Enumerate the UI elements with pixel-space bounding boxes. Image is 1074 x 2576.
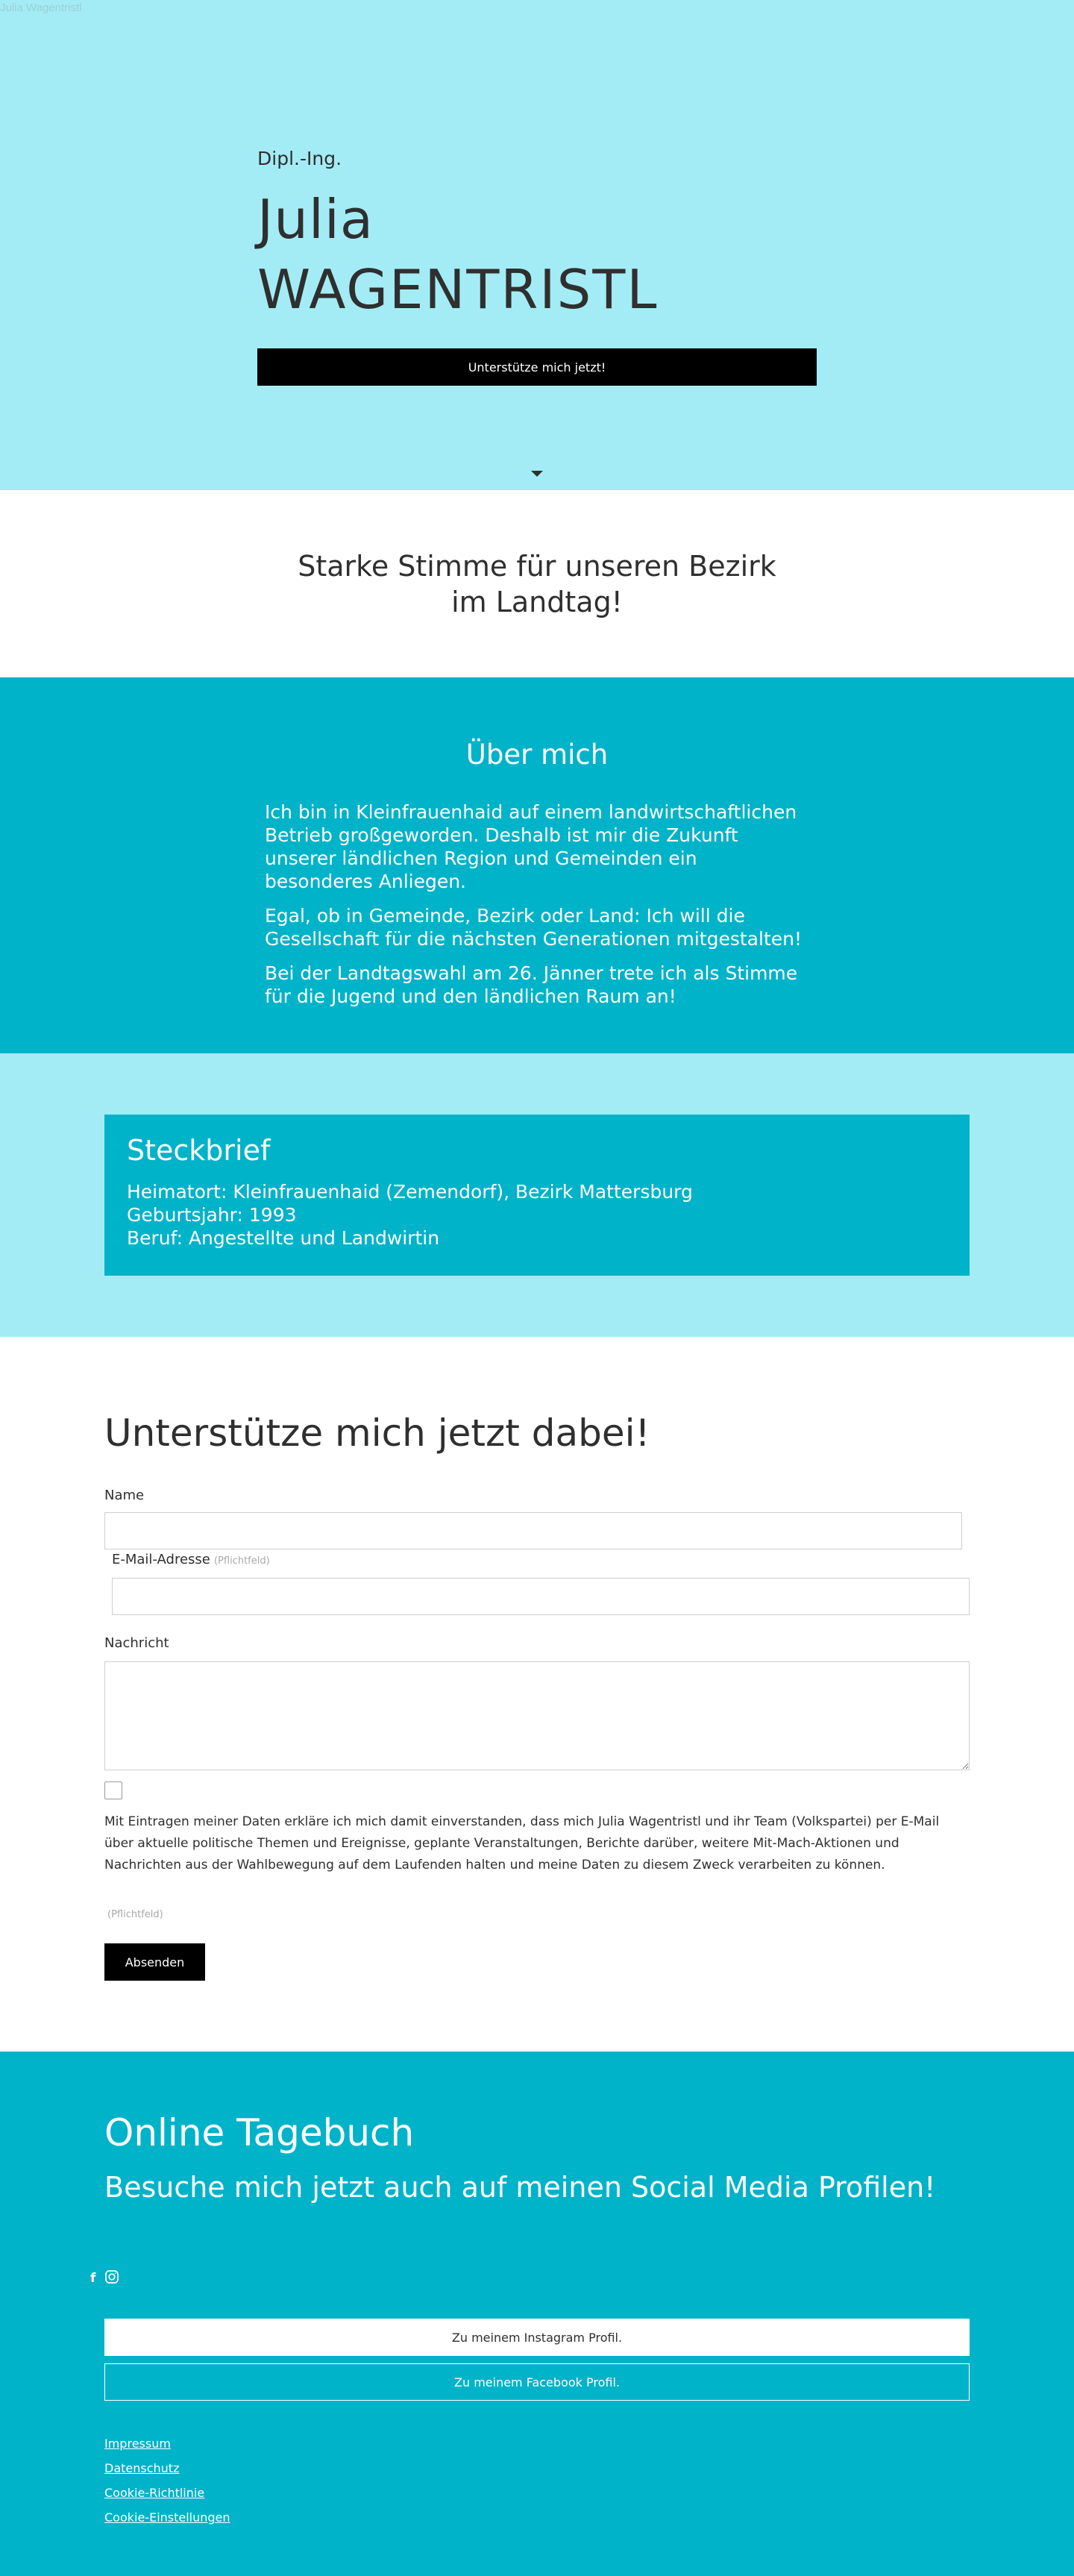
about-heading: Über mich xyxy=(465,739,609,771)
hero-section xyxy=(0,0,1074,490)
footer-links xyxy=(104,2436,230,2535)
about-text xyxy=(265,800,809,1008)
diary-subheading: Besuche mich jetzt auch auf meinen Social Media Profilen! xyxy=(104,2171,936,2204)
support-form xyxy=(104,1488,1074,1981)
consent-text: Mit Eintragen meiner Daten erkläre ich mich damit einverstanden, dass mich Julia Wagentristl und ihr Team (Volkspartei) per E-Mail über aktuelle politische Themen und Ereignisse, geplante Veranstaltungen, Berichte darüber, weitere Mit-Mach-Aktionen und Nachrichten aus der Wahlbewegung auf dem Laufenden halten und meine Daten zu diesem Zweck verarbeiten zu können. xyxy=(104,1814,940,1873)
support-form-section xyxy=(0,1337,1074,2052)
site-name[interactable]: Julia Wagentristl xyxy=(0,1,82,14)
slogan-section xyxy=(0,490,1074,677)
about-paragraph: Egal, ob in Gemeinde, Bezirk oder Land: Ich will die Gesellschaft für die nächsten Generationen mitgestalten! xyxy=(265,905,802,950)
email-label-row xyxy=(112,1552,1074,1567)
submit-button[interactable]: Absenden xyxy=(104,1943,205,1981)
hero-last-name: WAGENTRISTL xyxy=(257,258,659,321)
email-label: E-Mail-Adresse xyxy=(112,1552,210,1567)
diary-heading: Online Tagebuch xyxy=(104,2111,415,2154)
consent-checkbox[interactable] xyxy=(104,1781,122,1799)
caret-down-icon[interactable] xyxy=(531,471,543,477)
message-field[interactable] xyxy=(104,1661,970,1770)
facebook-profile-button[interactable]: Zu meinem Facebook Profil. xyxy=(104,2363,970,2401)
hero-content xyxy=(257,148,817,386)
facebook-icon[interactable]: f xyxy=(90,2271,96,2286)
name-label: Name xyxy=(104,1488,145,1503)
about-paragraph: Ich bin in Kleinfrauenhaid auf einem landwirtschaftlichen Betrieb großgeworden. Deshalb ist mir die Zukunft unserer ländlichen Region und Gemeinden ein besonderes Anliegen. xyxy=(265,801,797,892)
profile-section xyxy=(0,1053,1074,1337)
about-paragraph: Bei der Landtagswahl am 26. Jänner trete ich als Stimme für die Jugend und den ländlichen Raum an! xyxy=(265,962,798,1007)
instagram-profile-button[interactable]: Zu meinem Instagram Profil. xyxy=(104,2319,970,2356)
name-field[interactable] xyxy=(104,1512,962,1549)
diary-section xyxy=(0,2052,1074,2576)
email-field[interactable] xyxy=(112,1578,970,1615)
form-heading: Unterstütze mich jetzt dabei! xyxy=(104,1411,650,1455)
footer-link-cookie-einstellungen[interactable]: Cookie-Einstellungen xyxy=(104,2510,230,2525)
profile-heading: Steckbrief xyxy=(127,1134,271,1167)
slogan-heading: Starke Stimme für unseren Bezirk im Landtag! xyxy=(298,550,776,618)
consent-required-hint: (Pflichtfeld) xyxy=(107,1909,163,1920)
footer-link-datenschutz[interactable]: Datenschutz xyxy=(104,2461,180,2475)
support-now-button[interactable]: Unterstütze mich jetzt! xyxy=(257,348,817,386)
profile-occupation: Beruf: Angestellte und Landwirtin xyxy=(127,1227,440,1249)
profile-hometown: Heimatort: Kleinfrauenhaid (Zemendorf), Bezirk Mattersburg xyxy=(127,1181,693,1203)
about-section xyxy=(0,677,1074,1053)
profile-card xyxy=(104,1115,970,1276)
instagram-icon[interactable] xyxy=(104,2269,119,2287)
hero-first-name: Julia xyxy=(257,188,374,251)
social-icons xyxy=(90,2269,119,2287)
profile-birth-year: Geburtsjahr: 1993 xyxy=(127,1204,297,1226)
footer-link-impressum[interactable]: Impressum xyxy=(104,2436,171,2451)
footer-link-cookie-richtlinie[interactable]: Cookie-Richtlinie xyxy=(104,2486,205,2500)
message-label: Nachricht xyxy=(104,1635,169,1651)
email-required-hint: (Pflichtfeld) xyxy=(213,1555,270,1567)
academic-title: Dipl.-Ing. xyxy=(257,148,342,169)
